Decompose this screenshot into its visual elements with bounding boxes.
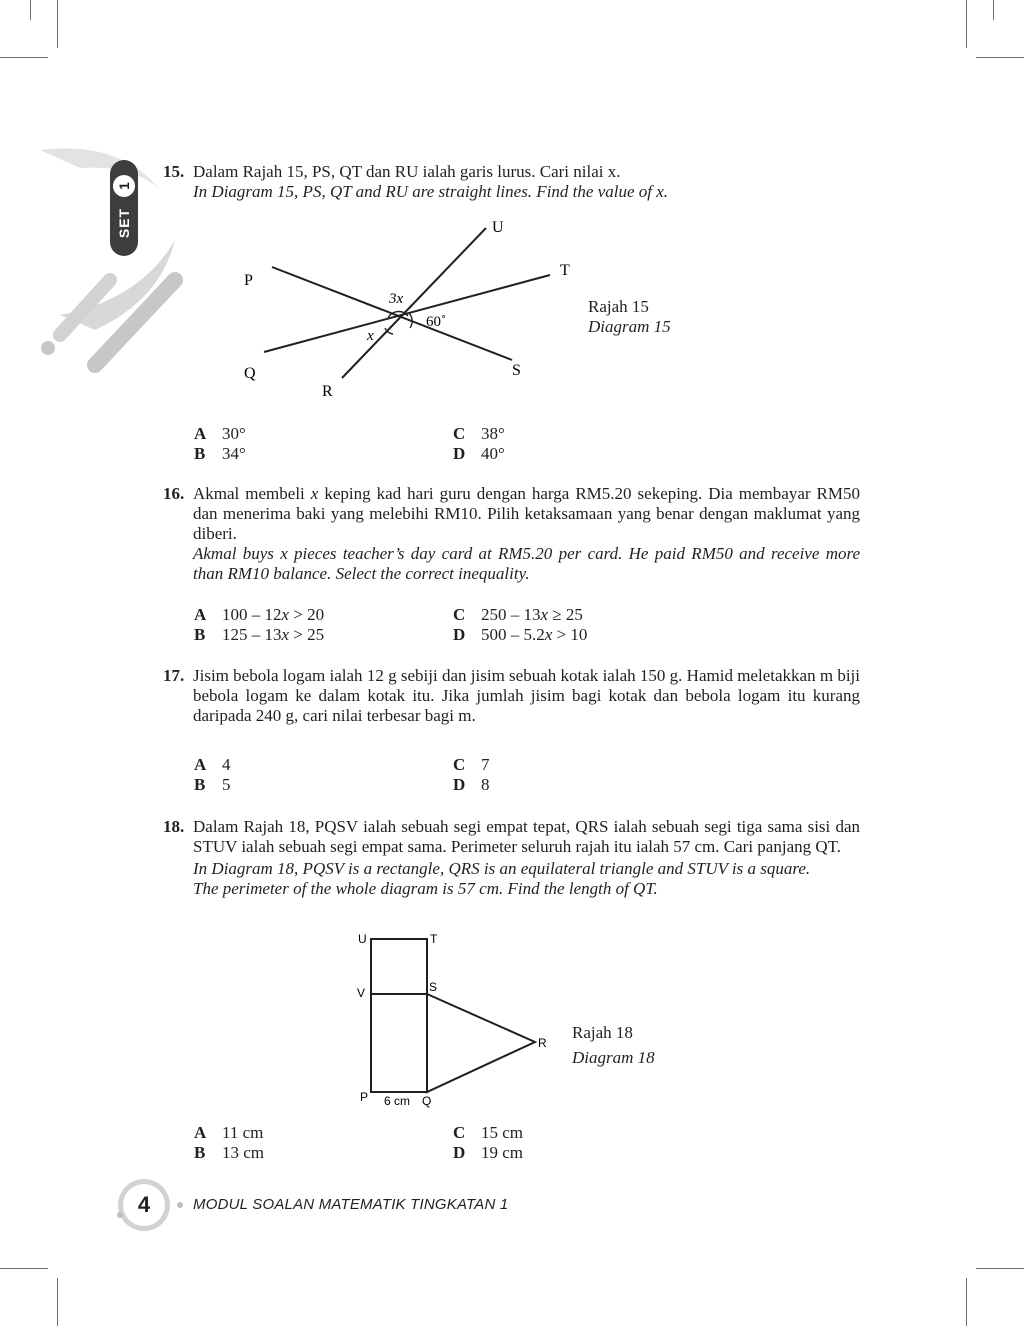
diagram-15-caption-en: Diagram 15 (588, 317, 671, 336)
line-QT (264, 275, 550, 352)
point-label-S: S (512, 362, 521, 379)
option-text: > 20 (289, 605, 325, 624)
option-text: 125 – 13 (222, 625, 282, 644)
option-text: 40° (481, 444, 505, 463)
question-number: 18. (163, 817, 185, 836)
option-letter: B (194, 1143, 206, 1162)
set-tab-number (113, 175, 135, 197)
variable-x: x (310, 484, 319, 503)
option-letter: A (194, 1123, 207, 1142)
question-text (193, 817, 860, 899)
option-A[interactable] (194, 755, 231, 775)
question-number: 17. (163, 666, 185, 685)
option-text: 500 – 5.2 (481, 625, 545, 644)
footer-title: MODUL SOALAN MATEMATIK TINGKATAN 1 (193, 1196, 509, 1213)
option-D[interactable] (453, 444, 505, 464)
option-text: > 10 (552, 625, 588, 644)
option-C[interactable] (453, 424, 505, 444)
variable-x: x (540, 605, 549, 624)
point-label-S: S (429, 980, 438, 994)
option-letter: A (194, 424, 207, 443)
option-letter: C (453, 605, 466, 624)
question-text-ms (193, 484, 860, 544)
option-text: 11 cm (222, 1123, 264, 1142)
question-number: 16. (163, 484, 185, 503)
diagram-18-caption-ms: Rajah 18 (572, 1023, 633, 1042)
rectangle-PQSV (371, 994, 427, 1092)
point-label-P: P (244, 272, 253, 289)
crop-mark (966, 0, 967, 48)
option-letter: B (194, 625, 206, 644)
angle-label-x: x (367, 328, 374, 344)
option-D[interactable] (453, 775, 490, 795)
option-text: 250 – 13 (481, 605, 541, 624)
question-text (193, 666, 860, 726)
crop-mark (976, 57, 1024, 58)
option-text: 4 (222, 755, 231, 774)
question-text (193, 484, 860, 584)
variable-x: x (544, 625, 553, 644)
variable-x: x (281, 625, 290, 644)
option-text: 38° (481, 424, 505, 443)
diagram-15 (230, 210, 590, 410)
point-label-V: V (357, 986, 366, 1000)
option-text: ≥ 25 (548, 605, 583, 624)
set-number-text: 1 (116, 182, 132, 190)
angle-label-3x: 3x (389, 291, 404, 307)
option-D[interactable] (453, 625, 587, 645)
crop-mark (966, 1278, 967, 1326)
option-C[interactable] (453, 755, 490, 775)
point-label-P: P (360, 1090, 369, 1104)
option-B[interactable] (194, 775, 231, 795)
option-text: 30° (222, 424, 246, 443)
option-text: 34° (222, 444, 246, 463)
angle-label-60: 60˚ (426, 314, 446, 330)
diagram-18 (350, 928, 560, 1113)
option-B[interactable] (194, 444, 246, 464)
point-label-T: T (560, 262, 570, 279)
question-text (193, 162, 860, 202)
point-label-T: T (430, 932, 438, 946)
option-letter: D (453, 625, 466, 644)
point-label-R: R (538, 1036, 547, 1050)
variable-x: x (281, 605, 290, 624)
question-number: 15. (163, 162, 185, 181)
question-text-ms: Dalam Rajah 15, PS, QT dan RU ialah garis lurus. Cari nilai x. (193, 162, 621, 181)
option-A[interactable] (194, 424, 246, 444)
option-letter: A (194, 605, 207, 624)
option-letter: C (453, 755, 466, 774)
point-label-R: R (322, 383, 333, 400)
option-text: 7 (481, 755, 490, 774)
option-D[interactable] (453, 1143, 523, 1163)
option-B[interactable] (194, 625, 324, 645)
option-A[interactable] (194, 1123, 263, 1143)
text-part: Akmal membeli (193, 484, 311, 503)
question-text-en: Akmal buys x pieces teacher’s day card at RM5.20 per card. He paid RM50 and receive more than RM10 balance. Select the correct inequality. (193, 544, 860, 583)
diagram-18-caption-en: Diagram 18 (572, 1048, 655, 1067)
option-letter: B (194, 444, 206, 463)
option-text: 19 cm (481, 1143, 524, 1162)
decorative-swoosh (0, 130, 190, 390)
option-C[interactable] (453, 605, 583, 625)
option-text: 8 (481, 775, 490, 794)
crop-mark (993, 0, 994, 20)
option-letter: D (453, 444, 466, 463)
crop-mark (57, 0, 58, 48)
option-text: > 25 (289, 625, 325, 644)
option-letter: C (453, 1123, 466, 1142)
option-letter: A (194, 755, 207, 774)
option-text: 15 cm (481, 1123, 524, 1142)
crop-mark (57, 1278, 58, 1326)
option-A[interactable] (194, 605, 324, 625)
crop-mark (976, 1268, 1024, 1269)
option-text: 5 (222, 775, 231, 794)
question-text-en: In Diagram 18, PQSV is a rectangle, QRS is an equilateral triangle and STUV is a square. The perimeter of the whole diagram is 57 cm. Find the length of QT. (193, 859, 811, 898)
option-B[interactable] (194, 1143, 264, 1163)
option-text: 13 cm (222, 1143, 265, 1162)
question-text-ms: Dalam Rajah 18, PQSV ialah sebuah segi empat tepat, QRS ialah sebuah segi tiga sama sisi dan STUV ialah sebuah segi empat sama. Perimeter seluruh rajah itu ialah 57 cm. Cari panjang QT. (193, 817, 860, 856)
option-letter: D (453, 1143, 466, 1162)
page-number: 4 (137, 1192, 151, 1217)
option-text: 100 – 12 (222, 605, 282, 624)
crop-mark (30, 0, 31, 20)
question-text-en: In Diagram 15, PS, QT and RU are straight lines. Find the value of x. (193, 182, 669, 201)
option-letter: B (194, 775, 206, 794)
set-label-text: SET (116, 207, 132, 239)
point-label-U: U (358, 932, 367, 946)
crop-mark (0, 1268, 48, 1269)
set-tab-label (114, 195, 134, 251)
diagram-15-caption-ms: Rajah 15 (588, 297, 649, 316)
point-label-Q: Q (422, 1094, 432, 1108)
point-label-Q: Q (244, 365, 256, 382)
point-label-U: U (492, 219, 504, 236)
crop-mark (0, 57, 48, 58)
option-C[interactable] (453, 1123, 523, 1143)
square-STUV (371, 939, 427, 994)
length-label-PQ: 6 cm (384, 1094, 411, 1108)
option-letter: D (453, 775, 466, 794)
option-letter: C (453, 424, 466, 443)
question-text-ms: Jisim bebola logam ialah 12 g sebiji dan jisim sebuah kotak ialah 150 g. Hamid meletakkan m biji bebola logam ke dalam kotak itu. Jika jumlah jisim bagi kotak dan bebola logam itu kurang daripada 240 g, cari nilai terbesar bagi m. (193, 666, 860, 725)
text-part: keping kad hari guru dengan harga RM5.20 sekeping. Dia membayar RM50 dan menerima baki yang melebihi RM10. Pilih ketaksamaan yang benar dengan maklumat yang diberi. (193, 484, 860, 543)
triangle-QRS (427, 994, 535, 1092)
